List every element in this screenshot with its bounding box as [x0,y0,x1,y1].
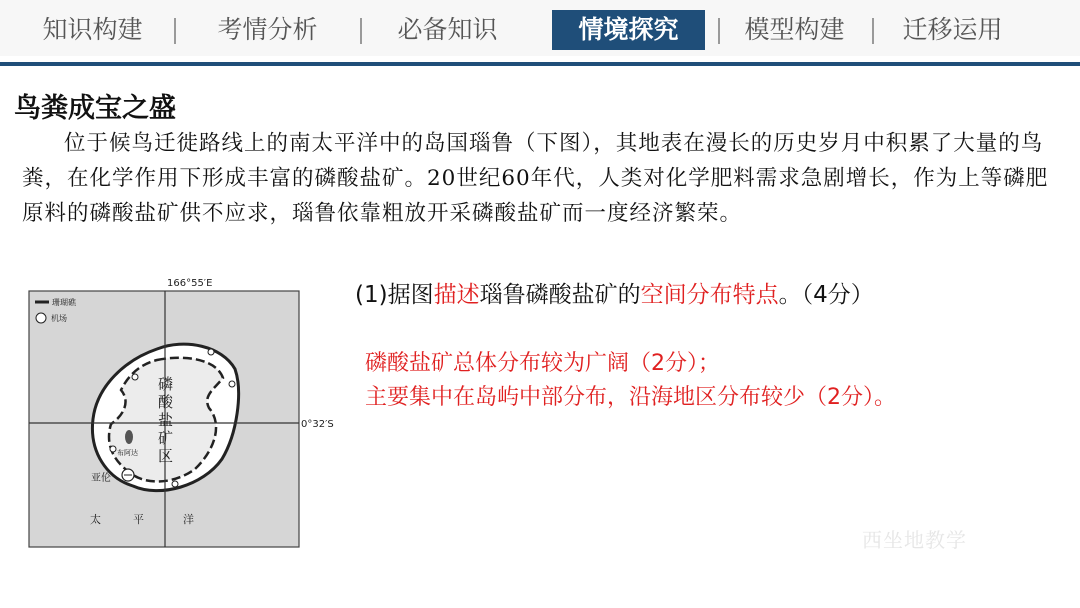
region-char: 酸 [158,393,174,411]
longitude-label: 166°55′E [167,278,213,289]
question-keyword-describe: 描述 [433,282,480,308]
coastal-point [110,446,116,452]
answer-line-1: 磷酸盐矿总体分布较为广阔（2分）； [365,351,720,376]
airport-icon [36,313,46,323]
buada-lagoon [125,430,133,444]
latitude-label: 0°32′S [301,419,334,430]
region-char: 矿 [158,429,174,447]
page-title: 鸟粪成宝之盛 [14,93,176,124]
region-char: 区 [158,447,174,465]
coastal-point [172,481,178,487]
tab-transfer-application[interactable]: 迁移运用 [902,15,1003,44]
tab-separator [718,18,720,44]
tab-exam-analysis[interactable]: 考情分析 [217,15,318,44]
legend-reef-label: 珊瑚礁 [52,298,76,307]
region-char: 磷 [158,375,174,393]
tab-separator [872,18,874,44]
question-prefix: (1)据图 [355,282,434,308]
tab-knowledge-construction[interactable]: 知识构建 [42,15,143,44]
nauru-map [25,274,345,554]
tab-bar [0,0,1080,56]
coastal-point [208,349,214,355]
question-mid: 瑙鲁磷酸盐矿的 [479,282,641,308]
header-rule [0,62,1080,66]
question-keyword-distribution: 空间分布特点 [640,282,779,308]
tab-separator [174,18,176,44]
ocean-char: 平 [133,513,144,526]
scenario-paragraph: 位于候鸟迁徙路线上的南太平洋中的岛国瑙鲁（下图），其地表在漫长的历史岁月中积累了大量的鸟粪，在化学作用下形成丰富的磷酸盐矿。20世纪60年代，人类对化学肥料需求急剧增长，作为上等磷肥原料的磷酸盐矿供不应求，瑙鲁依靠粗放开采磷酸盐矿而一度经济繁荣。 [22,131,1049,226]
legend-airport-label: 机场 [51,314,67,323]
tab-essential-knowledge[interactable]: 必备知识 [397,15,498,44]
answer-line-2: 主要集中在岛屿中部分布，沿海地区分布较少（2分）。 [365,385,896,410]
ocean-char: 洋 [183,513,194,526]
watermark: 西坐地教学 [862,528,967,552]
tab-model-construction[interactable]: 模型构建 [744,15,845,44]
tab-scenario-inquiry[interactable]: 情境探究 [552,10,705,50]
question-1 [355,276,874,309]
ocean-char: 太 [90,513,101,526]
town-label: 亚伦 [91,473,111,484]
question-suffix: 。（4分） [778,282,874,308]
coastal-point [229,381,235,387]
tab-separator [360,18,362,44]
coastal-point [132,374,138,380]
lake-label: 布阿达 [117,449,138,457]
region-char: 盐 [158,411,174,429]
